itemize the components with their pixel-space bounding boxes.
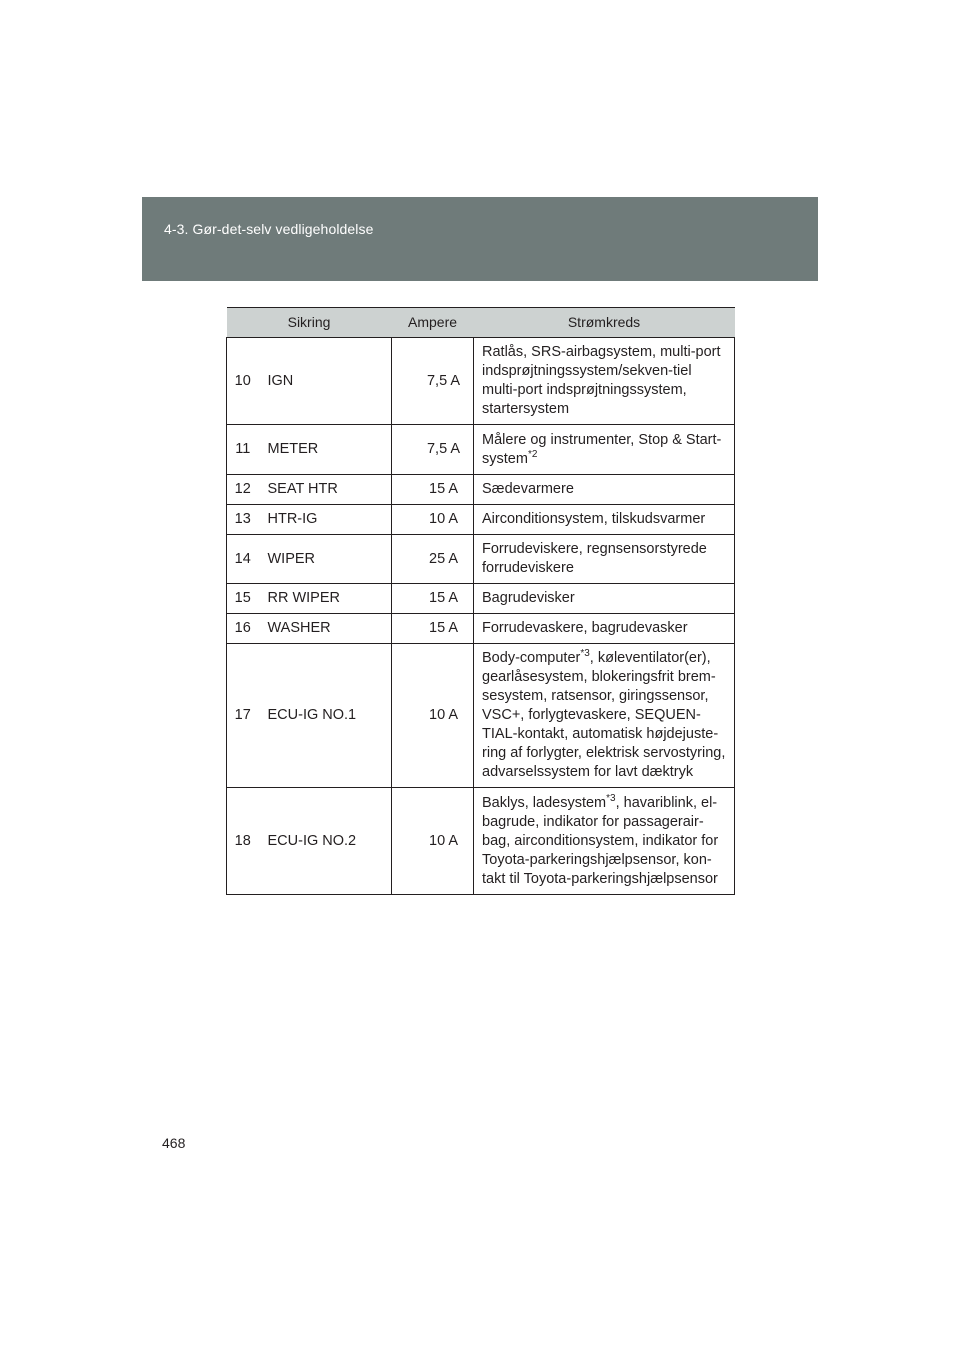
fuse-circuit: [474, 644, 735, 788]
fuse-number: 16: [227, 614, 259, 644]
circuit-text-start: Baklys, ladesystem: [482, 794, 607, 811]
fuse-ampere: 25 A: [392, 535, 474, 584]
table-row: [227, 644, 735, 788]
fuse-circuit: Bagrudevisker: [474, 584, 735, 614]
table-row: [227, 505, 735, 535]
fuse-circuit: Forrudevaskere, bagrudevasker: [474, 614, 735, 644]
table-row: [227, 614, 735, 644]
fuse-number: 13: [227, 505, 259, 535]
table-row: [227, 788, 735, 895]
table-row: [227, 535, 735, 584]
fuse-ampere: 15 A: [392, 475, 474, 505]
fuse-name: ECU-IG NO.2: [259, 788, 392, 895]
fuse-name: SEAT HTR: [259, 475, 392, 505]
footnote-marker: *2: [527, 448, 538, 460]
column-header-circuit: Strømkreds: [474, 308, 735, 338]
section-title: 4-3. Gør-det-selv vedligeholdelse: [164, 221, 374, 237]
column-header-ampere: Ampere: [392, 308, 474, 338]
fuse-name: RR WIPER: [259, 584, 392, 614]
fuse-circuit: [474, 425, 735, 475]
fuse-name: WIPER: [259, 535, 392, 584]
footnote-marker: *3: [580, 648, 590, 660]
fuse-circuit: Ratlås, SRS-airbagsystem, multi-port indsprøjtningssystem/sekven-tiel multi-port indsprøjtningssystem, startersystem: [474, 338, 735, 425]
fuse-ampere: 15 A: [392, 614, 474, 644]
fuse-name: HTR-IG: [259, 505, 392, 535]
fuse-circuit: Airconditionsystem, tilskudsvarmer: [474, 505, 735, 535]
fuse-ampere: 10 A: [392, 505, 474, 535]
column-header-fuse: Sikring: [227, 308, 392, 338]
circuit-text-rest: , køleventilator(er), gearlåsesystem, blokeringsfrit brem-sesystem, ratsensor, giringssensor, VSC+, forlygtevaskere, SEQUEN-TIAL-kontakt, automatisk højdejuste-ring af forlygter, elektrisk servostyring, advarselssystem for lavt dæktryk: [482, 650, 726, 780]
circuit-text-start: Body-computer: [482, 650, 581, 666]
fuse-number: 11: [227, 425, 259, 475]
fuse-ampere: 7,5 A: [392, 338, 474, 425]
fuse-number: 10: [227, 338, 259, 425]
fuse-name: IGN: [259, 338, 392, 425]
fuse-name: METER: [259, 425, 392, 475]
fuse-circuit: [474, 788, 735, 895]
table-row: [227, 475, 735, 505]
fuse-number: 12: [227, 475, 259, 505]
fuse-table: [226, 307, 735, 895]
fuse-ampere: 10 A: [392, 644, 474, 788]
circuit-text-rest: , havariblink, el-bagrude, indikator for passagerair-bag, airconditionsystem, indikator for Toyota-parkeringshjælpsensor, kon-takt til Toyota-parkeringshjælpsensor: [482, 794, 719, 887]
fuse-name: ECU-IG NO.1: [259, 644, 392, 788]
page-number: 468: [162, 1135, 186, 1151]
fuse-ampere: 15 A: [392, 584, 474, 614]
fuse-name: WASHER: [259, 614, 392, 644]
fuse-circuit: Sædevarmere: [474, 475, 735, 505]
footnote-marker: *3: [606, 792, 616, 804]
fuse-number: 14: [227, 535, 259, 584]
fuse-number: 17: [227, 644, 259, 788]
fuse-number: 15: [227, 584, 259, 614]
table-row: [227, 425, 735, 475]
fuse-ampere: 10 A: [392, 788, 474, 895]
table-header-row: [227, 308, 735, 338]
fuse-ampere: 7,5 A: [392, 425, 474, 475]
fuse-number: 18: [227, 788, 259, 895]
table-row: [227, 338, 735, 425]
section-header: [142, 197, 818, 281]
fuse-circuit: Forrudeviskere, regnsensorstyrede forrudeviskere: [474, 535, 735, 584]
circuit-text: Målere og instrumenter, Stop & Start-system: [482, 431, 722, 467]
table-row: [227, 584, 735, 614]
